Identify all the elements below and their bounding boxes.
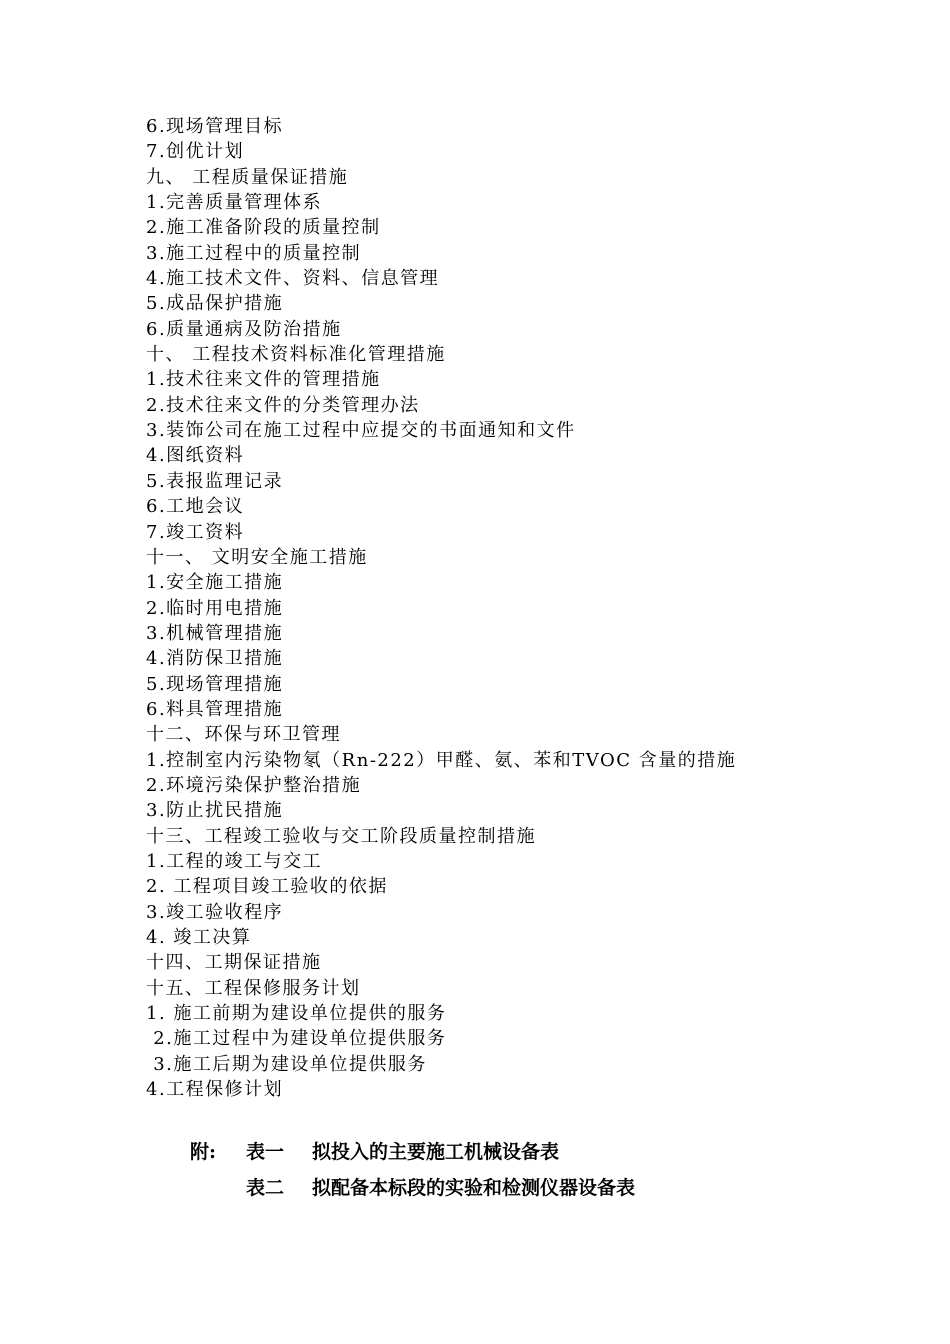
toc-line: 2.环境污染保护整治措施 [146, 774, 362, 796]
toc-line: 1.安全施工措施 [146, 572, 284, 594]
toc-line: 1.控制室内污染物氡（Rn-222）甲醛、氨、苯和TVOC 含量的措施 [146, 749, 737, 771]
toc-section-heading: 九、 工程质量保证措施 [146, 166, 349, 188]
toc-line: 6.质量通病及防治措施 [146, 318, 342, 340]
toc-line: 3.机械管理措施 [146, 622, 284, 644]
toc-line: 2. 工程项目竣工验收的依据 [146, 876, 388, 898]
toc-line: 4. 竣工决算 [146, 927, 252, 948]
toc-section-heading: 十、 工程技术资料标准化管理措施 [146, 344, 446, 366]
appendix-row-2 [0, 1174, 950, 1210]
appendix-table-label: 表二 [246, 1177, 285, 1199]
toc-line: 3.装饰公司在施工过程中应提交的书面通知和文件 [146, 420, 576, 442]
appendix [0, 1138, 950, 1210]
toc-line: 1.工程的竣工与交工 [146, 850, 323, 872]
toc-section-heading: 十三、工程竣工验收与交工阶段质量控制措施 [146, 825, 536, 847]
toc-line: 1.技术往来文件的管理措施 [146, 369, 381, 391]
toc-line: 3.施工后期为建设单位提供服务 [146, 1053, 427, 1075]
toc-line: 3.竣工验收程序 [146, 901, 284, 923]
toc-line: 3.防止扰民措施 [146, 800, 284, 822]
toc-line: 2.施工准备阶段的质量控制 [146, 217, 381, 239]
toc-line: 1. 施工前期为建设单位提供的服务 [146, 1003, 447, 1025]
toc-line: 7.创优计划 [146, 141, 245, 163]
toc-line: 3.施工过程中的质量控制 [146, 242, 362, 264]
toc-line: 6.工地会议 [146, 496, 245, 518]
appendix-prefix: 附: [190, 1141, 217, 1163]
toc-section-heading: 十五、工程保修服务计划 [146, 977, 361, 999]
toc-section-heading: 十四、工期保证措施 [146, 952, 322, 974]
appendix-table-label: 表一 [246, 1141, 285, 1163]
toc-line: 1.完善质量管理体系 [146, 192, 323, 214]
appendix-row-1 [0, 1138, 950, 1174]
toc-section-heading: 十一、 文明安全施工措施 [146, 546, 368, 568]
toc-line: 2.技术往来文件的分类管理办法 [146, 394, 420, 416]
table-of-contents [146, 114, 906, 1102]
toc-line: 6.现场管理目标 [146, 116, 284, 137]
toc-section-heading: 十二、环保与环卫管理 [146, 724, 341, 746]
toc-line: 4.施工技术文件、资料、信息管理 [146, 268, 440, 290]
toc-line: 4.工程保修计划 [146, 1079, 284, 1101]
toc-line: 5.表报监理记录 [146, 470, 284, 492]
toc-line: 7.竣工资料 [146, 521, 245, 543]
toc-line: 5.成品保护措施 [146, 293, 284, 315]
toc-line: 4.图纸资料 [146, 445, 245, 467]
toc-line: 4.消防保卫措施 [146, 648, 284, 670]
appendix-table-title: 拟配备本标段的实验和检测仪器设备表 [312, 1177, 636, 1199]
toc-line: 6.料具管理措施 [146, 698, 284, 720]
toc-line: 2.施工过程中为建设单位提供服务 [146, 1028, 447, 1050]
toc-line: 2.临时用电措施 [146, 597, 284, 619]
appendix-table-title: 拟投入的主要施工机械设备表 [312, 1141, 560, 1163]
toc-line: 5.现场管理措施 [146, 673, 284, 695]
